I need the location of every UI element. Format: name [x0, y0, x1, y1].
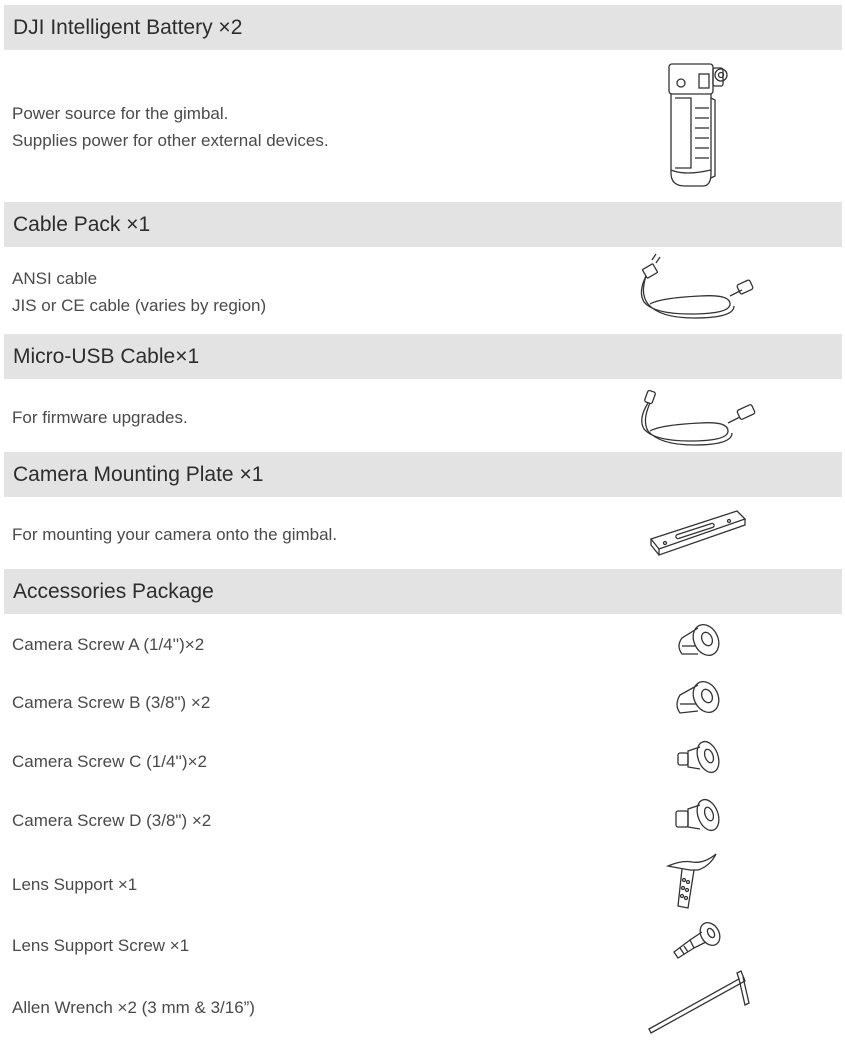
- section-header-micro-usb: [4, 334, 842, 379]
- lens-support-screw-icon: [668, 918, 726, 960]
- accessory-label: Lens Support ×1: [12, 875, 138, 894]
- camera-screw-d-icon: [670, 795, 725, 843]
- accessory-label: Camera Screw B (3/8") ×2: [12, 693, 211, 712]
- description-line: JIS or CE cable (varies by region): [12, 296, 267, 315]
- camera-screw-b-icon: [670, 677, 725, 722]
- section-title: Cable Pack ×1: [13, 212, 151, 236]
- accessory-label: Camera Screw A (1/4'')×2: [12, 635, 205, 654]
- lens-support-icon: [662, 852, 722, 912]
- section-title: Camera Mounting Plate ×1: [13, 462, 264, 486]
- battery-icon: [655, 58, 735, 193]
- usb-cable-icon: [630, 387, 760, 447]
- accessory-label: Allen Wrench ×2 (3 mm & 3/16”): [12, 998, 255, 1017]
- description-line: For firmware upgrades.: [12, 408, 188, 427]
- description-line: ANSI cable: [12, 269, 98, 288]
- section-header-cable-pack: [4, 202, 842, 247]
- accessory-label: Lens Support Screw ×1: [12, 936, 190, 955]
- camera-screw-c-icon: [670, 737, 725, 782]
- description-line: For mounting your camera onto the gimbal.: [12, 525, 338, 544]
- description-line: Supplies power for other external devices.: [12, 131, 329, 150]
- section-title: Micro-USB Cable×1: [13, 344, 200, 368]
- camera-screw-a-icon: [670, 620, 725, 665]
- section-header-mounting-plate: [4, 452, 842, 497]
- section-title: DJI Intelligent Battery ×2: [13, 15, 243, 39]
- allen-wrench-icon: [645, 965, 755, 1040]
- section-title: Accessories Package: [13, 579, 214, 603]
- accessory-label: Camera Screw C (1/4'')×2: [12, 752, 207, 771]
- section-header-accessories: [4, 569, 842, 614]
- mounting-plate-icon: [645, 505, 750, 560]
- accessory-label: Camera Screw D (3/8") ×2: [12, 811, 212, 830]
- description-line: Power source for the gimbal.: [12, 104, 229, 123]
- section-header-battery: [4, 5, 842, 50]
- power-cable-icon: [630, 252, 760, 324]
